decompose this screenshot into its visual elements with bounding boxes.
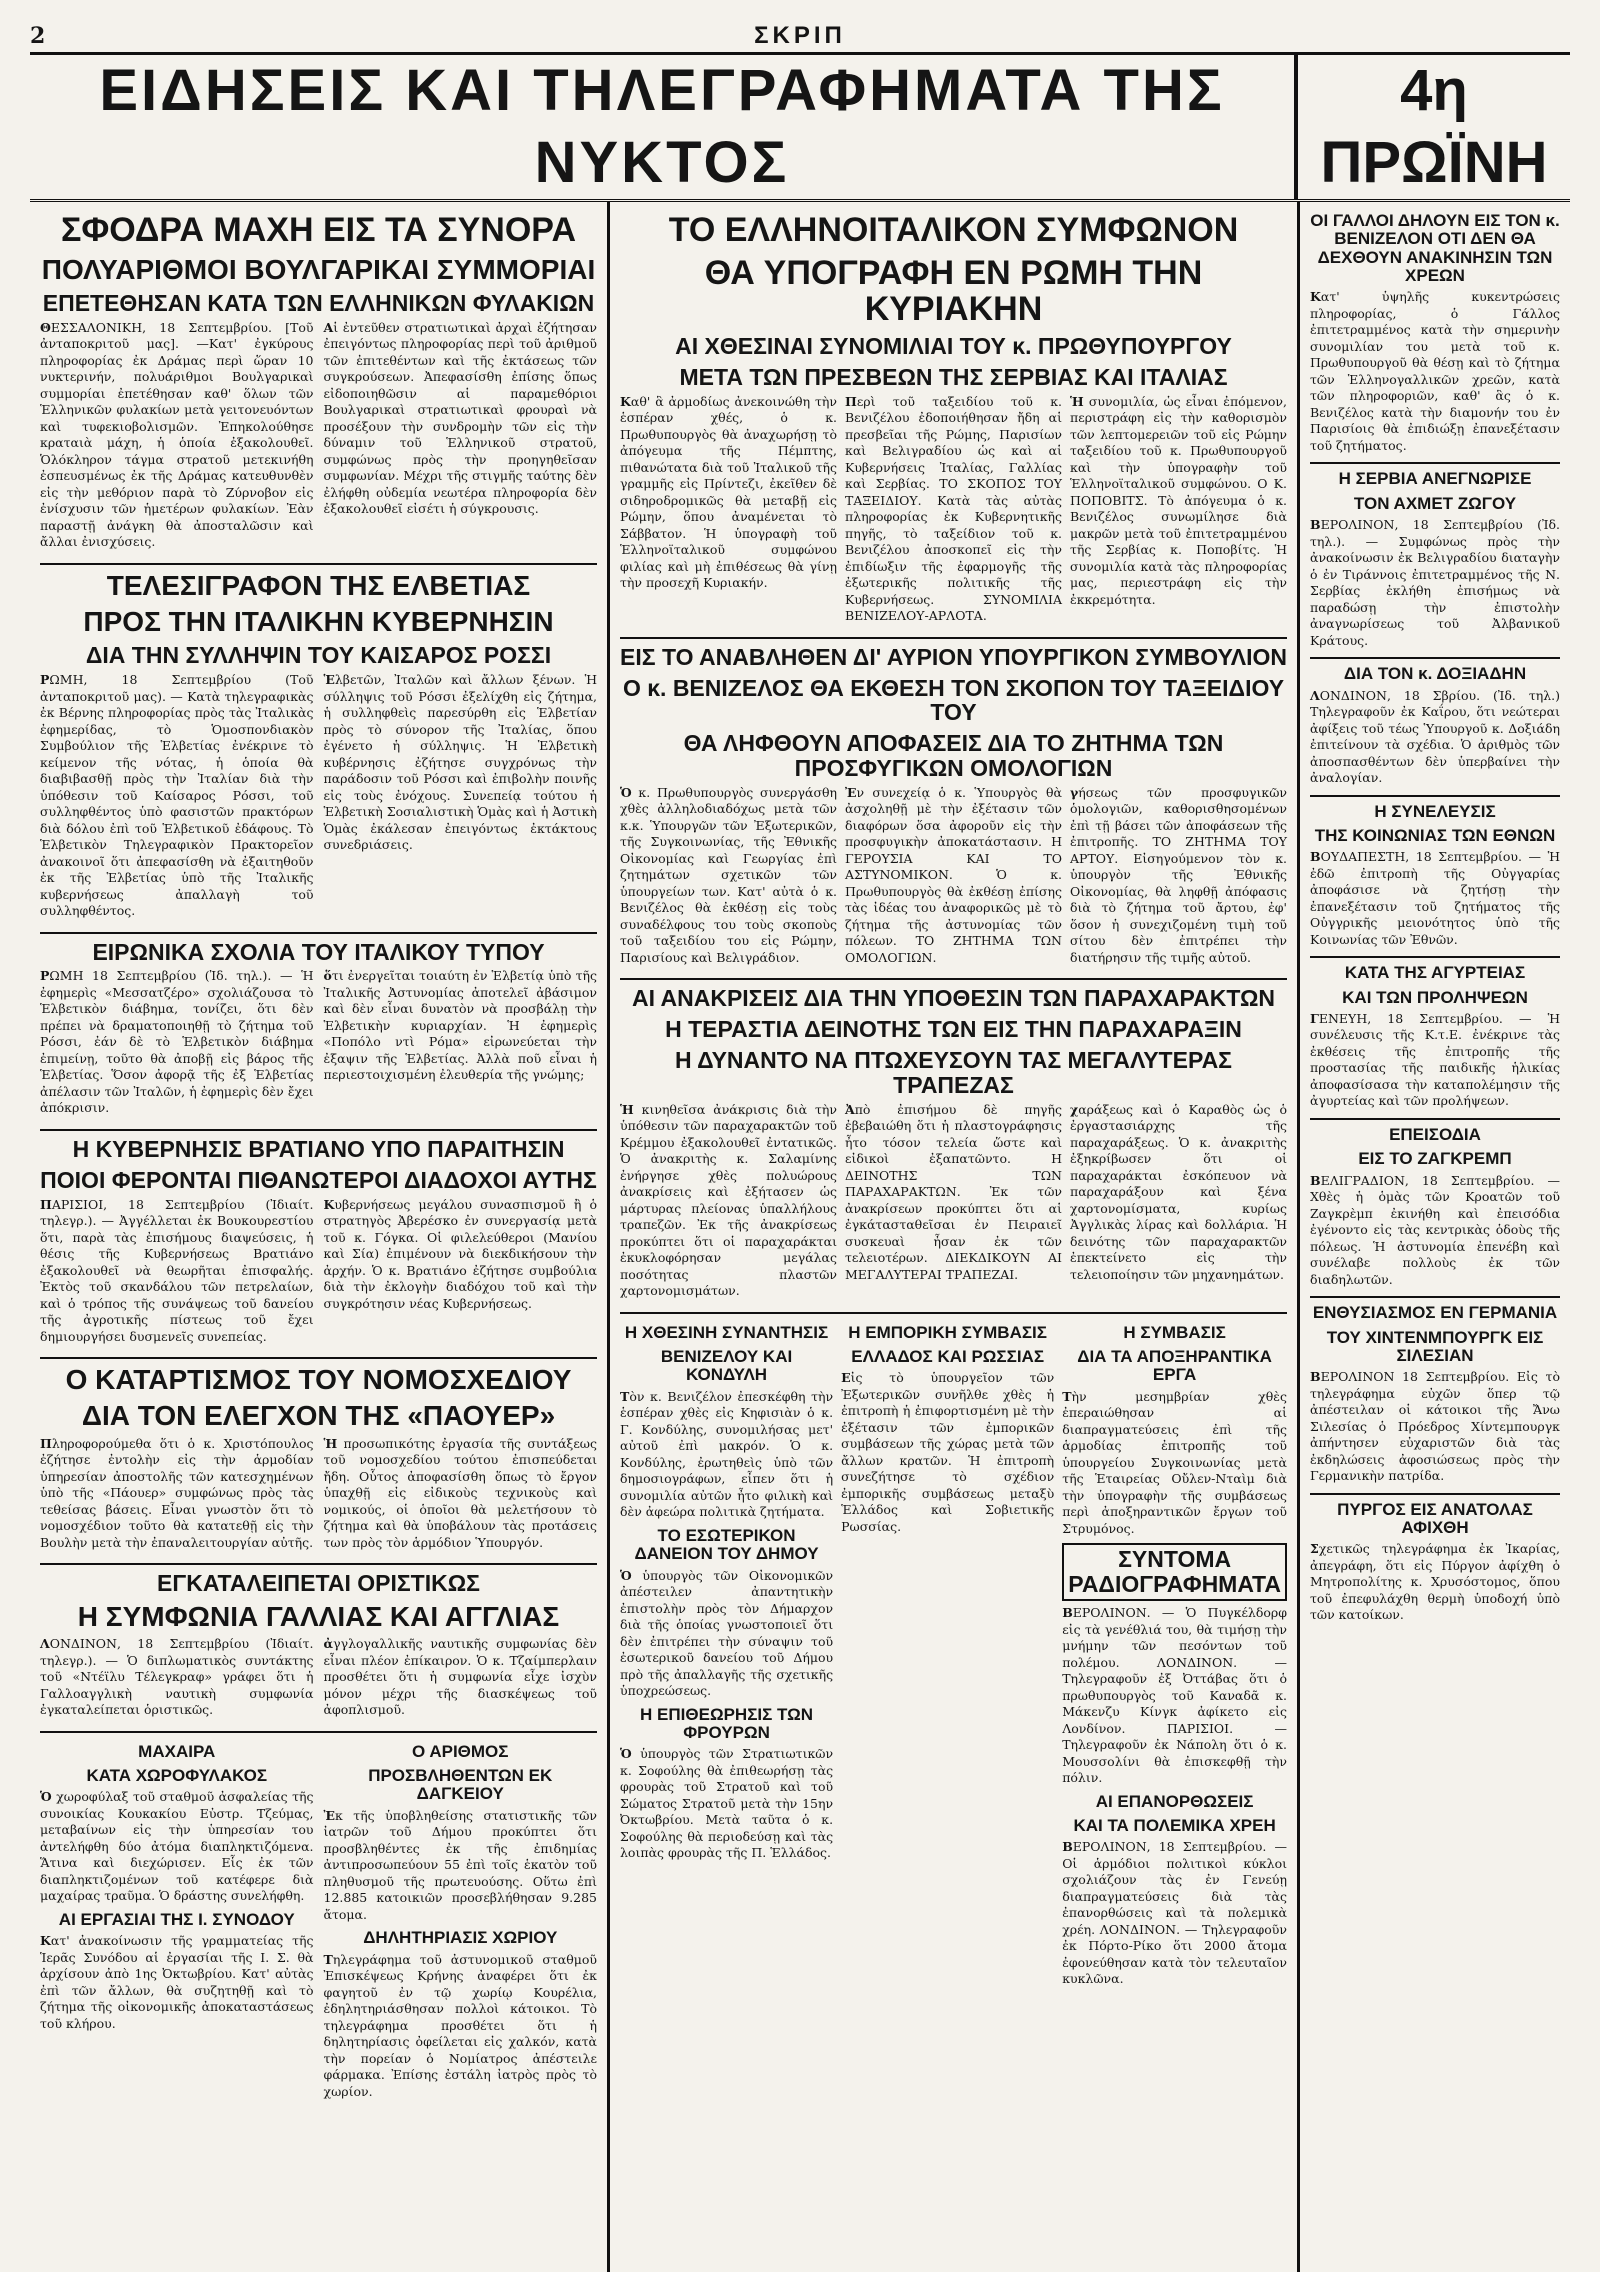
article-text: Τὸν κ. Βενιζέλον ἐπεσκέφθη τὴν ἑσπέραν χθὲς εἰς Κηφισιὰν ὁ κ. Γ. Κονδύλης, συνομιλήσας μετ' αὐτοῦ ἐπὶ μακρόν. Ὁ κ. Κονδύλης, ἐρωτηθεὶς ὑπὸ τῶν δημοσιογράφων, εἶπεν ὅτι ἡ συνομιλία αὐτῶν ἦτο φιλικὴ καὶ δὲν ἀφεώρα πολιτικὰ ζητήματα. [620,1388,834,1520]
headline: ΕΠΕΤΕΘΗΣΑΝ ΚΑΤΑ ΤΩΝ ΕΛΛΗΝΙΚΩΝ ΦΥΛΑΚΙΩΝ [42,289,595,316]
article-text: Σχετικῶς τηλεγράφημα ἐκ Ἰκαρίας, ἀπεγράφη, ὅτι εἰς Πύργον ἀφίχθη ὁ Μητροπολίτης κ. Χρυσόστομος, ὅπου τοῦ ἐπεφυλάχθη θερμὴ ὑποδοχή ὑπὸ τῶν κατοίκων. [1310,1541,1560,1623]
article-text: Ὁ ὑπουργὸς τῶν Οἰκονομικῶν ἀπέστειλεν ἀπαντητικὴν ἐπιστολὴν πρὸς τὸν Δήμαρχον διὰ τῆς ὁποίας γνωστοποιεῖ ὅτι δὲν ἐπιτρέπει τὴν σύναψιν τοῦ ἐσωτερικοῦ δανείου τοῦ Δήμου πρὸ τῆς ἀπαλλαγῆς τῆς σχετικῆς ὑποχρεώσεως. [620,1567,834,1699]
headline: ΕΓΚΑΤΑΛΕΙΠΕΤΑΙ ΟΡΙΣΤΙΚΩΣ [157,1570,480,1597]
headline: ΣΦΟΔΡΑ ΜΑΧΗ ΕΙΣ ΤΑ ΣΥΝΟΡΑ [61,211,576,249]
article-text: ΠΑΡΙΣΙΟΙ, 18 Σεπτεμβρίου (Ἰδιαίτ. τηλεγρ.). — Ἀγγέλλεται ἐκ Βουκουρεστίου ὅτι, παρὰ τὰς ἐπισήμους διαψεύσεις, ἡ θέσις τῆς Κυβερνήσεως Βρατιάνο ἐξακολουθεῖ νὰ θεωρῆται ἐπισφαλής. Ἐκτὸς τοῦ σκανδάλου τῶν πετρελαίων, καὶ ὁ τρόπος τῆς συνάψεως τοῦ δανείου τῆς ἀγροτικῆς πίστεως τοῦ ἔχει δημιουργήσει δυσμενεῖς συνεπείας. [40,1196,314,1344]
edition-label: 4η ΠΡΩΪΝΗ [1320,58,1548,195]
headline: ΟΙ ΓΑΛΛΟΙ ΔΗΛΟΥΝ ΕΙΣ ΤΟΝ κ. ΒΕΝΙΖΕΛΟΝ ΟΤΙ ΔΕΝ ΘΑ ΔΕΧΘΟΥΝ ΑΝΑΚΙΝΗΣΙΝ ΤΩΝ ΧΡΕΩΝ [1310,211,1560,286]
headline: ΚΑΤΑ ΤΗΣ ΑΓΥΡΤΕΙΑΣ [1344,963,1526,983]
article-text: Αἱ ἐντεῦθεν στρατιωτικαὶ ἀρχαὶ ἐζήτησαν ἐπειγόντως πληροφορίας περὶ τοῦ ἀριθμοῦ τῶν ἐπιτεθέντων καὶ τῆς ἐκτάσεως τῶν συγκρούσεων. Ἀπεφασίσθη ἐπίσης ὅπως εἰδοποιηθῶσιν αἱ παραμεθόριοι Βουλγαρικαὶ στρατιωτικαὶ φρουραὶ νὰ προσέξουν τὴν συνδρομὴν τῶν εἰς τὴν δύναμιν τοῦ Ἑλληνικοῦ στρατοῦ, συμφώνως πρὸς τὴν προηγηθεῖσαν συμφωνίαν. Μέχρι τῆς στιγμῆς ταύτης δὲν ἐλήφθη οὐδεμία νεωτέρα πληροφορία δὲν ἐξακολουθεῖ εἰσέτι ἡ σύγκρουσις. [323,319,597,517]
headline: ΤΟ ΕΣΩΤΕΡΙΚΟΝ ΔΑΝΕΙΟΝ ΤΟΥ ΔΗΜΟΥ [634,1525,819,1564]
article-text: ΛΟΝΔΙΝΟΝ, 18 Σεπτεμβρίου (Ἰδιαίτ. τηλεγρ.). — Ὁ διπλωματικὸς συντάκτης τοῦ «Ντέϊλυ Τέλεγκραφ» γράφει ὅτι ἡ Γαλλοαγγλικὴ ναυτικὴ συμφωνία ἐγκαταλείπεται ὁριστικῶς. [40,1636,314,1718]
headline: Η ΣΥΝΕΛΕΥΣΙΣ [1374,801,1496,821]
headline: ΔΙΑ ΤΗΝ ΣΥΛΛΗΨΙΝ ΤΟΥ ΚΑΙΣΑΡΟΣ ΡΟΣΣΙ [85,642,552,669]
article-text: ΒΕΛΙΓΡΑΔΙΟΝ, 18 Σεπτεμβρίου. — Χθὲς ἡ ὁμὰς τῶν Κροατῶν τοῦ Ζαγκρὲμπ ἐκινήθη καὶ ἐπεισόδια ἐγένοντο εἰς τὰς κεντρικὰς ὁδοὺς τῆς πόλεως. Ἡ ἀστυνομία ἐπενέβη καὶ συνέλαβε πολλοὺς ἐκ τῶν διαδηλωτῶν. [1310,1172,1560,1287]
page-header [30,20,1570,55]
article-text: ἀγγλογαλλικῆς ναυτικῆς συμφωνίας δὲν εἶναι πλέον ἐπίκαιρον. Ὁ κ. Τζαίμπερλαιν προσθέτει ὅτι ἡ συμφωνία εἶχε ἰσχὺν μόνον μέχρι τῆς διασκέψεως τοῦ ἀφοπλισμοῦ. [323,1636,597,1718]
headline: Ο ΚΑΤΑΡΤΙΣΜΟΣ ΤΟΥ ΝΟΜΟΣΧΕΔΙΟΥ [65,1364,572,1396]
article-text: Κατ' ὑψηλῆς κυκεντρώσεις πληροφορίας, ὁ Γάλλος ἐπιτετραμμένος κατὰ τὴν σημερινὴν συνομιλίαν του μετὰ τοῦ κ. Πρωθυπουργοῦ θὰ θέσῃ καὶ τὸ ζήτημα τῶν Ἑλληνογαλλικῶν χρεῶν, κατὰ τῶν πληροφοριῶν, καθ' ἃς ὁ κ. Βενιζέλος κατὰ τὴν διαμονήν του ἐν Παρισίοις θὰ ἐπιδιώξῃ ἐπανεξέτασιν τοῦ ζητήματος. [1310,289,1560,453]
article-text: ΒΕΡΟΛΙΝΟΝ, 18 Σεπτεμβρίου. — Οἱ ἁρμόδιοι πολιτικοὶ κύκλοι σχολιάζουν τὰς ἐν Γενεύῃ διαπραγματεύσεις διὰ τὰς ἐπανορθώσεις καὶ τὰ πολεμικὰ χρέη. ΛΟΝΔΙΝΟΝ. — Τηλεγραφοῦν ἐκ Πόρτο-Ρίκο ὅτι 2000 ἄτομα ἐφονεύθησαν κατὰ τὸν τελευταῖον κυκλῶνα. [1062,1839,1287,1987]
headline: ΚΑΙ ΤΑ ΠΟΛΕΜΙΚΑ ΧΡΕΗ [1073,1815,1276,1835]
article-text: Ἀπὸ ἐπισήμου δὲ πηγῆς ἐβεβαιώθη ὅτι ἡ πλαστογράφησις ἦτο τόσον τελεία ὥστε καὶ εἰδικοὶ ἐξαπατῶντο. Η ΔΕΙΝΟΤΗΣ ΤΩΝ ΠΑΡΑΧΑΡΑΚΤΩΝ. Ἐκ τῶν ἀνακρίσεων προκύπτει ὅτι αἱ ἐγκάτασταθεῖσαι ἐν Πειραιεῖ συσκευαὶ ἦσαν ἐκ τῶν τελειοτέρων. ΔΙΕΚΔΙΚΟΥΝ ΑΙ ΜΕΓΑΛΥΤΕΡΑΙ ΤΡΑΠΕΖΑΙ. [845,1101,1062,1282]
headline: ΔΙΑ ΤΟΝ ΕΛΕΓΧΟΝ ΤΗΣ «ΠΑΟΥΕΡ» [81,1400,556,1432]
article-text: ὅτι ἐνεργεῖται τοιαύτη ἐν Ἑλβετίᾳ ὑπὸ τῆς Ἰταλικῆς Ἀστυνομίας ἀποτελεῖ ἀβάσιμον καὶ δὲν εἶναι δυνατὸν νὰ προσβάλῃ τὴν Ἑλβετικὴν κυριαρχίαν. Ἡ ἐφημερὶς «Ποπόλο ντὶ Ρόμα» εἰρωνεύεται τὴν ἐξαψιν τῆς Ἑλβετίας. Ἀλλὰ ποῦ εἶναι ἡ περιεστοιχισμένη ἐλευθερία τῆς γνώμης; [323,968,597,1083]
headline: ΚΑΙ ΤΩΝ ΠΡΟΛΗΨΕΩΝ [1342,987,1528,1007]
article-text: ΓΕΝΕΥΗ, 18 Σεπτεμβρίου. — Ἡ συνέλευσις τῆς Κ.τ.Ε. ἐνέκρινε τὰς ἐκθέσεις τῆς ἐπιτροπῆς τῆς προστασίας τῆς παιδικῆς ἡλικίας ἀποφασίσασα τὴν καταπολέμησιν τῆς ἀγυρτείας καὶ τῶν προλήψεων. [1310,1010,1560,1109]
page-number: 2 [30,23,46,49]
headline: ΠΟΙΟΙ ΦΕΡΟΝΤΑΙ ΠΙΘΑΝΩΤΕΡΟΙ ΔΙΑΔΟΧΟΙ ΑΥΤΗΣ [40,1166,597,1193]
article-text: Ἑλβετῶν, Ἰταλῶν καὶ ἄλλων ξένων. Ἡ σύλληψις τοῦ Ρόσσι ἐξελίχθη εἰς ζήτημα, ἡ συλληφθεὶς παρεσύρθη εἰς Ἑλβετίαν πρὸς τὸ σύνορον τῆς Ἰταλίας, ὅπου ἐγένετο ἡ σύλληψις. Ἡ Ἑλβετικὴ κυβέρνησις ἐζήτησε συγχρόνως τὴν παράδοσιν τοῦ Ρόσσι καὶ ἐπιβολὴν ποινῆς εἰς τοὺς ἐνόχους. Συνεπείᾳ τούτου ἡ Ἑλβετικὴ Σοσιαλιστικὴ Ὁμὰς καὶ ἡ Ἀστικὴ Ὁμὰς ἐκάλεσαν ἐπειγόντως ἐκτάκτους συνεδριάσεις. [323,672,597,853]
headline: Η ΣΥΜΒΑΣΙΣ [1123,1322,1226,1342]
article-text: ΒΕΡΟΛΙΝΟΝ, 18 Σεπτεμβρίου (Ἰδ. τηλ.). — Συμφώνως πρὸς τὴν ἀνακοίνωσιν ἐκ Βελιγραδίου διαταγὴν ὁ ἐν Τιράννοις ἐπιτετραμμένος τῆς Ν. Σερβίας ἐκλήθη ἐπισήμως νὰ παραδώσῃ τὴν ἐπιστολὴν ἀναγνωρίσεως τοῦ Ἀλβανικοῦ Κράτους. [1310,517,1560,648]
headline: ΠΡΟΣΒΛΗΘΕΝΤΩΝ ΕΚ ΔΑΓΚΕΙΟΥ [368,1765,553,1804]
article-text: ΡΩΜΗ 18 Σεπτεμβρίου (Ἰδ. τηλ.). — Ἡ ἐφημερὶς «Μεσσατζέρο» σχολιάζουσα τὸ Ἑλβετικὸν διάβημα, τονίζει, ὅτι δὲν πρέπει νὰ δραματοποιηθῇ τὸ ζήτημα τοῦ Ρόσσι, ἐάν δὲ τὸ Ἑλβετικὸν διάβημα ἐπιμείνῃ, τοῦτο θὰ ἀποβῇ εἰς βάρος τῆς Ἑλβετίας. Ὅσον ἀφορᾷ τῆς ἐξ Ἑλβετίας ἀπέλασιν τῶν Ἰταλῶν, ἡ ἐφημερὶς δὲν ἔχει ἀπόκρισιν. [40,968,314,1116]
article-text: Καθ' ἃ ἀρμοδίως ἀνεκοινώθη τὴν ἑσπέραν χθές, ὁ κ. Πρωθυπουργὸς θὰ ἀναχωρήσῃ τὸ ἀπόγευμα τῆς Πέμπτης, πιθανώτατα διὰ τοῦ Ἰταλικοῦ τῆς γραμμῆς εἰς Πρίντεζι, ἐκεῖθεν δὲ σιδηροδρομικῶς θὰ μεταβῇ εἰς Ρώμην, ὅπου ἀναμένεται τὸ Σάββατον. Ἡ ὑπογραφὴ τοῦ Ἑλληνοϊταλικοῦ συμφώνου φιλίας καὶ μὴ ἐπιθέσεως θὰ γίνῃ τὴν προσεχῆ Κυριακήν. [620,393,837,591]
headline: Ο κ. ΒΕΝΙΖΕΛΟΣ ΘΑ ΕΚΘΕΣΗ ΤΟΝ ΣΚΟΠΟΝ ΤΟΥ ΤΑΞΕΙΔΙΟΥ ΤΟΥ [622,674,1285,726]
article-text: ΒΕΡΟΛΙΝΟΝ. — Ὁ Πυγκέλδορφ εἰς τὰ γενέθλιά του, θὰ τιμήσῃ τὴν μνήμην τῶν πεσόντων τοῦ πολέμου. ΛΟΝΔΙΝΟΝ. — Τηλεγραφοῦν ἐξ Ὀττάβας ὅτι ὁ πρωθυπουργὸς τοῦ Καναδᾶ κ. Μάκενζυ Κίνγκ ἀφίκετο εἰς Λονδίνον. ΠΑΡΙΣΙΟΙ. — Τηλεγραφοῦν ἐκ Νάπολη ὅτι ὁ κ. Μουσσολίνι θὰ ἐπισκεφθῇ τὴν πόλιν. [1062,1605,1287,1785]
headline: ΕΙΣ ΤΟ ΖΑΓΚΡΕΜΠ [1358,1149,1512,1169]
article-text: Περὶ τοῦ ταξειδίου τοῦ κ. Βενιζέλου ἐδοποιήθησαν ἤδη αἱ πρεσβεῖαι τῆς Ρώμης, Παρισίων καὶ Βελιγραδίου ὡς καὶ αἱ Κυβερνήσεις Ἰταλίας, Γαλλίας καὶ Σερβίας. ΤΟ ΣΚΟΠΟΣ ΤΟΥ ΤΑΞΕΙΔΙΟΥ. Κατὰ τὰς αὐτὰς πληροφορίας ἐκ Κυβερνητικῆς πηγῆς, τὸ ταξείδιον τοῦ κ. Βενιζέλου ἀποσκοπεῖ εἰς τὴν ἐπιδίωξιν τῆς ἐφαρμογῆς τῆς ἐξωτερικῆς πολιτικῆς τῆς Κυβερνήσεως. ΣΥΝΟΜΙΛΙΑ ΒΕΝΙΖΕΛΟΥ-ΑΡΛΟΤΑ. [845,393,1062,624]
headline: ΑΙ ΕΠΑΝΟΡΘΩΣΕΙΣ [1095,1791,1254,1811]
headline: ΤΗΣ ΚΟΙΝΩΝΙΑΣ ΤΩΝ ΕΘΝΩΝ [1314,825,1556,845]
article-text: ΒΟΥΔΑΠΕΣΤΗ, 18 Σεπτεμβρίου. — Ἡ ἐδῶ ἐπιτροπὴ τῆς Οὐγγαρίας ἀποφάσισε νὰ ζητήσῃ τὴν ἐπανεξέτασιν τοῦ ζητήματος τῆς Οὐγγρικῆς μειονότητος ὑπὸ τῆς Κοινωνίας τῶν Ἐθνῶν. [1310,849,1560,947]
headline: Η ΕΜΠΟΡΙΚΗ ΣΥΜΒΑΣΙΣ [848,1322,1047,1342]
headline: ΕΙΡΩΝΙΚΑ ΣΧΟΛΙΑ ΤΟΥ ΙΤΑΛΙΚΟΥ ΤΥΠΟΥ [92,938,545,965]
article-text: Ὁ χωροφύλαξ τοῦ σταθμοῦ ἀσφαλείας τῆς συνοικίας Κουκακίου Εὐστρ. Τζεύμας, μεταβαίνων εἰς τὴν ὑπηρεσίαν του ἀντελήφθη δύο ἀτόμα διαπληκτιζόμενα. Ἅτινα καὶ διεχώρισεν. Εἷς ἐκ τῶν διαπληκτιζομένων τοῦ κατέφερε διὰ μαχαίρας τραῦμα. Ὁ δράστης συνελήφθη. [40,1789,314,1904]
headline: ΕΛΛΑΔΟΣ ΚΑΙ ΡΩΣΣΙΑΣ [851,1347,1045,1367]
headline: ΤΕΛΕΣΙΓΡΑΦΟΝ ΤΗΣ ΕΛΒΕΤΙΑΣ [106,569,531,601]
headline: ΠΟΛΥΑΡΙΘΜΟΙ ΒΟΥΛΓΑΡΙΚΑΙ ΣΥΜΜΟΡΙΑΙ [41,253,596,285]
article-text: ΒΕΡΟΛΙΝΟΝ 18 Σεπτεμβρίου. Εἰς τὸ τηλεγράφημα εὐχῶν ὅπερ τῷ ἀπέστειλαν οἱ κάτοικοι τῆς Ἄνω Σιλεσίας ὁ Πρόεδρος Χίντεμπουργκ ἀπήντησεν εὐχαριστῶν διὰ τὰς ἐκδηλώσεις ἀφοσιώσεως πρὸς τὴν Γερμανικὴν πατρίδα. [1310,1369,1560,1484]
section-banner: ΕΙΔΗΣΕΙΣ ΚΑΙ ΤΗΛΕΓΡΑΦΗΜΑΤΑ ΤΗΣ ΝΥΚΤΟΣ [30,55,1298,199]
headline: ΒΕΝΙΖΕΛΟΥ ΚΑΙ ΚΟΝΔΥΛΗ [660,1347,793,1385]
article-text: Ἡ κινηθεῖσα ἀνάκρισις διὰ τὴν ὑπόθεσιν τῶν παραχαρακτῶν τοῦ Κρέμμου ἐξακολουθεῖ ἐντατικῶς. Ὁ ἀνακριτὴς κ. Σαλαμίνης ἐνήργησε χθὲς πολυώρους ἀνακρίσεις καὶ ἐξήτασεν ὡς μάρτυρας πλείονας ὑπαλλήλους τραπεζῶν. Ἐκ τῆς ἀνακρίσεως προκύπτει ὅτι οἱ παραχαράκται ἐκυκλοφόρησαν μεγάλας ποσότητας πλαστῶν χαρτονομισμάτων. [620,1101,837,1299]
article-text: ΡΩΜΗ, 18 Σεπτεμβρίου (Τοῦ ἀνταποκριτοῦ μας). — Κατὰ τηλεγραφικὰς ἐκ Βέρνης πληροφορίας πρὸς τὰς Ἰταλικὰς ἐφημερίδας, τὸ Ὁμοσπονδιακὸν Συμβούλιον τῆς Ἑλβετίας ἐνέκρινε τὸ κείμενον τῆς νότας, ἡ ὁποία θὰ διαβιβασθῇ πρὸς τὴν Ἰταλίαν διὰ τὴν ὑπόθεσιν τοῦ Καίσαρος Ρόσσι, τοῦ συλληφθέντος ὑπὸ φασιστῶν πρακτόρων διὰ δόλου ἐπὶ τοῦ Ἑλβετικοῦ ἐδάφους. Τὸ Ἑλβετικὸν Τηλεγραφικὸν Πρακτορεῖον ἀνακοινοῖ ὅτι ἀπεφασίσθη νὰ ἐξαιτηθοῦν ἐκ τῆς Ἑλβετίας ὑπὸ τῆς Ἰταλικῆς κυβερνήσεως ἀπαλλαγὴ τοῦ συλληφθέντος. [40,672,314,919]
article-text: Εἰς τὸ ὑπουργεῖον τῶν Ἐξωτερικῶν συνῆλθε χθὲς ἡ ἐπιτροπὴ ἡ ἐπιφορτισμένη μὲ τὴν ἐξέτασιν τῶν ἐμπορικῶν συμβάσεων τῆς χώρας μετὰ τῶν ἄλλων κρατῶν. Ἡ ἐπιτροπὴ συνεζήτησε τὸ σχέδιον ἐμπορικῆς συμβάσεως μεταξὺ Ἑλλάδος καὶ Σοβιετικῆς Ρωσσίας. [841,1370,1055,1534]
headline: ΔΙΑ ΤΟΝ κ. ΔΟΞΙΑΔΗΝ [1343,664,1527,684]
masthead-title: ΣΚΡΙΠ [754,22,846,49]
article-text: Κυβερνήσεως μεγάλου συνασπισμοῦ ἢ ὁ στρατηγὸς Ἀβερέσκο ἐν συνεργασίᾳ μετὰ τοῦ κ. Γόγκα. Οἱ φιλελεύθεροι (Μανίου καὶ Σία) ἐπιμένουν νὰ διεκδικήσουν τὴν ἀρχήν. Ὁ κ. Βρατιάνο ἐζήτησε συμβούλια διὰ τὴν ἐκλογὴν διαδόχου τοῦ καὶ τὴν συγκρότησιν νέας Κυβερνήσεως. [323,1196,597,1311]
headline: Η ΔΥΝΑΝΤΟ ΝΑ ΠΤΩΧΕΥΣΟΥΝ ΤΑΣ ΜΕΓΑΛΥΤΕΡΑΣ ΤΡΑΠΕΖΑΣ [675,1047,1232,1098]
article-text: ΛΟΝΔΙΝΟΝ, 18 Σβρίου. (Ἰδ. τηλ.) Τηλεγραφοῦν ἐκ Καΐρου, ὅτι νεώτεραι ἀφίξεις τοῦ τέως Ὑπουργοῦ κ. Δοξιάδη ἐπιτείνουν τὰ σχέδια. Ὁ ἀριθμὸς τῶν ἀποσπασθέντων δὲν ὑπερβαίνει τὴν ἀναλογίαν. [1310,687,1560,786]
headline: ΕΝΘΥΣΙΑΣΜΟΣ ΕΝ ΓΕΡΜΑΝΙΑ [1312,1303,1558,1323]
article-text: Κατ' ἀνακοίνωσιν τῆς γραμματείας τῆς Ἱερᾶς Συνόδου αἱ ἐργασίαι τῆς Ι. Σ. θὰ ἀρχίσουν ἀπὸ 1ης Ὀκτωβρίου. Κατ' αὐτὰς ἐπὶ τῶν ἄλλων, θὰ συζητηθῇ καὶ τὸ ζήτημα τῆς οἰκονομικῆς ἀποκαταστάσεως τοῦ κλήρου. [40,1933,314,2031]
headline: ΘΑ ΥΠΟΓΡΑΦΗ ΕΝ ΡΩΜΗ ΤΗΝ ΚΥΡΙΑΚΗΝ [704,253,1203,329]
headline: ΑΙ ΑΝΑΚΡΙΣΕΙΣ ΔΙΑ ΤΗΝ ΥΠΟΘΕΣΙΝ ΤΩΝ ΠΑΡΑΧΑΡΑΚΤΩΝ [631,985,1276,1012]
article-text: Πληροφορούμεθα ὅτι ὁ κ. Χριστόπουλος ἐζήτησε ἐντολὴν εἰς τὴν ἁρμοδίαν ὑπηρεσίαν ἀποστολῆς τῶν κατεσχημένων ὑπὸ τῆς «Πάουερ» συμφώνως πρὸς τὰς τεθείσας βάσεις. Εἶναι γνωστὸν ὅτι τὸ νομοσχέδιον τοῦτο θὰ κατατεθῇ εἰς τὴν Βουλὴν μετὰ τὴν ἐπαναλειτουργίαν αὐτῆς. [40,1435,314,1550]
article-text: Τὴν μεσημβρίαν χθὲς ἐπεραιώθησαν αἱ διαπραγματεύσεις ἐπὶ τῆς ἁρμοδίας ἐπιτροπῆς τοῦ ὑπουργείου Συγκοινωνίας μετὰ τῆς Ἑταιρείας Οὔλεν-Νταὶμ διὰ τὴν ὑπογραφὴν τῆς συμβάσεως περὶ ἀποξηραντικῶν ἔργων τοῦ Στρυμόνος. [1062,1388,1287,1536]
article-text: Ἐν συνεχείᾳ ὁ κ. Ὑπουργὸς θὰ ἀσχοληθῇ μὲ τὴν ἐξέτασιν τῶν διαφόρων ὅσα ἀφοροῦν εἰς τὴν προσφυγικὴν ἀποκατάστασιν. Η ΓΕΡΟΥΣΙΑ ΚΑΙ ΤΟ ΑΣΤΥΝΟΜΙΚΟΝ. Ὁ κ. Πρωθυπουργὸς θὰ ἐκθέσῃ ἐπίσης τὰς ἰδέας του ἀναφορικῶς μὲ τὸ ζήτημα τῆς ἀστυνομίας τῶν πόλεων. ΤΟ ΖΗΤΗΜΑ ΤΩΝ ΟΜΟΛΟΓΙΩΝ. [845,784,1062,965]
headline: ΤΟΝ ΑΧΜΕΤ ΖΩΓΟΥ [1353,493,1517,513]
headline: ΕΠΕΙΣΟΔΙΑ [1389,1124,1481,1144]
headline: ΑΙ ΧΘΕΣΙΝΑΙ ΣΥΝΟΜΙΛΙΑΙ ΤΟΥ κ. ΠΡΩΘΥΠΟΥΡΓΟΥ [675,333,1232,360]
column-right [1300,202,1570,2272]
headline: ΣΥΝΤΟΜΑ ΡΑΔΙΟΓΡΑΦΗΜΑΤΑ [1062,1543,1287,1601]
article-text: ΘΕΣΣΑΛΟΝΙΚΗ, 18 Σεπτεμβρίου. [Τοῦ ἀνταποκριτοῦ μας]. —Κατ' ἐγκύρους πληροφορίας ἐκ Δράμας περὶ ὥραν 10 νυκτερινήν, πολυάριθμοι Βουλγαρικαὶ συμμορίαι ἐπετέθησαν καθ' ὅλων τῶν Ἑλληνικῶν φυλακίων μετὰ γειτονευόντων καὶ τυφεκιοβολισμῶν. Ἐπηκολούθησε κραταιὰ μάχη, ἡ ὁποία ἐξακολουθεῖ. Ὁλόκληρον τάγμα στρατοῦ μετεκινήθη ἐσπευσμένως ἐκ τῆς Δράμας κατευθυνθὲν εἰς τὴν μεθόριον παρὰ τὸ Ζύρνοβον εἰς ἐνίσχυσιν τῶν ἡμετέρων φυλακίων. Ἐὰν παραστῇ ἀνάγκη θὰ ἀποσταλῶσιν καὶ ἄλλαι ἐνισχύσεις. [40,319,314,550]
headline: Η ΣΕΡΒΙΑ ΑΝΕΓΝΩΡΙΣΕ [1338,469,1532,489]
column-center [610,202,1300,2272]
article-text: γήσεως τῶν προσφυγικῶν ὁμολογιῶν, καθορισθησομένων ἐπὶ τῇ βάσει τῶν ἀποφάσεων τῆς ἐπιτροπῆς. ΤΟ ΖΗΤΗΜΑ ΤΟΥ ΑΡΤΟΥ. Εἰσηγούμενον τὸν κ. ὑπουργὸν τῆς Ἐθνικῆς Οἰκονομίας, θὰ ληφθῇ ἀπόφασις διὰ τὸ ζήτημα τοῦ ἄρτου, ἐφ' ὅσον ἡ συνεχιζομένη τιμὴ τοῦ σίτου δὲν ἐπιτρέπει τὴν διατήρησιν τῆς τιμῆς αὐτοῦ. [1070,784,1287,965]
headline: ΔΗΛΗΤΗΡΙΑΣΙΣ ΧΩΡΙΟΥ [363,1928,558,1948]
headline: Ο ΑΡΙΘΜΟΣ [412,1741,509,1761]
article-text: Ὁ ὑπουργὸς τῶν Στρατιωτικῶν κ. Σοφούλης θὰ ἐπιθεωρήσῃ τὰς φρουρὰς τοῦ Στρατοῦ καὶ τοῦ Σώματος Στρατοῦ μετὰ τὴν 15ην Ὀκτωβρίου. Μετὰ ταῦτα ὁ κ. Σοφούλης θὰ περιοδεύσῃ καὶ τὰς λοιπὰς φρουρὰς τῆς Π. Ἑλλάδος. [620,1746,834,1861]
article-text: Ὁ κ. Πρωθυπουργὸς συνεργάσθη χθὲς ἀλληλοδιαδόχως μετὰ τῶν κ.κ. Ὑπουργῶν τῶν Ἐξωτερικῶν, τῆς Συγκοινωνίας, τῆς Ἐθνικῆς Οἰκονομίας καὶ Γεωργίας ἐπὶ ζητημάτων σχετικῶν τῶν ὑπουργείων των. Κατ' αὐτὰ ὁ κ. Βενιζέλος θὰ ἐκθέσῃ εἰς τοὺς συναδέλφους του τοὺς σκοποὺς τοῦ ταξειδίου του εἰς Ρώμην, Παρισίους καὶ Βελιγράδιον. [620,784,837,965]
headline: ΠΡΟΣ ΤΗΝ ΙΤΑΛΙΚΗΝ ΚΥΒΕΡΝΗΣΙΝ [83,606,554,638]
article-text: Ἡ προσωπικότης ἐργασία τῆς συντάξεως τοῦ νομοσχεδίου τούτου ἐπισπεύδεται ἤδη. Οὗτος ἀποφασίσθη ὅπως τὸ ἔργον ὑπαχθῇ εἰς εἰδικοὺς τεχνικοὺς καὶ νομικούς, οἱ ὁποῖοι θὰ μελετήσουν τὸ ζήτημα καὶ θὰ ὑποβάλουν τὰς προτάσεις των πρὸς τὸν ἁρμόδιον Ὑπουργόν. [323,1435,597,1550]
headline: ΜΑΧΑΙΡΑ [138,1741,216,1761]
newspaper-page [30,20,1570,2200]
headline: ΑΙ ΕΡΓΑΣΙΑΙ ΤΗΣ Ι. ΣΥΝΟΔΟΥ [58,1909,295,1929]
banner-row [30,55,1570,202]
column-left [30,202,610,2272]
headline: ΤΟ ΕΛΛΗΝΟΙΤΑΛΙΚΟΝ ΣΥΜΦΩΝΟΝ [668,211,1239,249]
headline: Η ΧΘΕΣΙΝΗ ΣΥΝΑΝΤΗΣΙΣ [624,1322,829,1342]
headline: ΠΥΡΓΟΣ ΕΙΣ ΑΝΑΤΟΛΑΣ ΑΦΙΧΘΗ [1337,1499,1533,1538]
article-text: Ἡ συνομιλία, ὡς εἶναι ἐπόμενον, περιστράφη εἰς τὴν καθορισμὸν τῶν λεπτομερειῶν τοῦ εἰς Ρώμην ταξειδίου τοῦ κ. Πρωθυπουργοῦ καὶ τὴν ὑπογραφὴν τοῦ Ἑλληνοϊταλικοῦ συμφώνου. Ο Κ. ΠΟΠΟΒΙΤΣ. Τὸ ἀπόγευμα ὁ κ. Βενιζέλος συνωμίλησε διὰ μακρῶν μετὰ τοῦ ἐπιτετραμμένου τῆς Σερβίας κ. Ποποβίτς. Ἡ συνομιλία κατὰ τὰς πληροφορίας μας, περιεστράφη εἰς τὴν ἐκκρεμότητα. [1070,393,1287,607]
headline: ΔΙΑ ΤΑ ΑΠΟΞΗΡΑΝΤΙΚΑ ΕΡΓΑ [1077,1347,1272,1385]
headline: Η ΣΥΜΦΩΝΙΑ ΓΑΛΛΙΑΣ ΚΑΙ ΑΓΓΛΙΑΣ [77,1600,560,1632]
headline: Η ΚΥΒΕΡΝΗΣΙΣ ΒΡΑΤΙΑΝΟ ΥΠΟ ΠΑΡΑΙΤΗΣΙΝ [72,1135,565,1162]
article-text: Ἐκ τῆς ὑποβληθείσης στατιστικῆς τῶν ἰατρῶν τοῦ Δήμου προκύπτει ὅτι προσβληθέντες ἐκ τῆς ἐπιδημίας ἀντιπροσωπεύουν 55 ἐπὶ τοῖς ἑκατὸν τοῦ πληθυσμοῦ τῆς πρωτευούσης. Οὕτω ἐπὶ 12.885 κατοικιῶν προσεβλήθησαν 9.285 ἄτομα. [323,1807,597,1922]
headline: ΕΙΣ ΤΟ ΑΝΑΒΛΗΘΕΝ ΔΙ' ΑΥΡΙΟΝ ΥΠΟΥΡΓΙΚΟΝ ΣΥΜΒΟΥΛΙΟΝ [620,643,1287,670]
headline: Η ΕΠΙΘΕΩΡΗΣΙΣ ΤΩΝ ΦΡΟΥΡΩΝ [640,1704,814,1742]
headline: ΤΟΥ ΧΙΝΤΕΝΜΠΟΥΡΓΚ ΕΙΣ ΣΙΛΕΣΙΑΝ [1326,1327,1544,1365]
article-text: χαράξεως καὶ ὁ Καραθὸς ὡς ὁ ἐργαστασιάρχης τῆς παραχαράξεως. Ὁ κ. ἀνακριτὴς ἐξηκρίβωσεν ὅτι οἱ παραχαράκται ἐσκόπευον νὰ παραχαράξουν καὶ ξένα χαρτονομίσματα, κυρίως Ἀγγλικὰς λίρας καὶ δολλάρια. Ἡ δεινότης τῶν παραχαρακτῶν ἐπεκτείνετο εἰς τὴν τελειοποίησιν τῶν μηχανημάτων. [1070,1101,1287,1282]
headline: ΘΑ ΛΗΦΘΟΥΝ ΑΠΟΦΑΣΕΙΣ ΔΙΑ ΤΟ ΖΗΤΗΜΑ ΤΩΝ ΠΡΟΣΦΥΓΙΚΩΝ ΟΜΟΛΟΓΙΩΝ [683,730,1224,782]
headline: ΚΑΤΑ ΧΩΡΟΦΥΛΑΚΟΣ [86,1765,268,1785]
article-text: Τηλεγράφημα τοῦ ἀστυνομικοῦ σταθμοῦ Ἐπισκέψεως Κρήνης ἀναφέρει ὅτι ἐκ φαγητοῦ ἐν τῷ χωρίῳ Κουρέλια, ἐδηλητηριάσθησαν πολλοὶ κάτοικοι. Τὸ τηλεγράφημα προσθέτει ὅτι ἡ δηλητηρίασις ὀφείλεται εἰς χαλκόν, κατὰ τὴν πορείαν ὁ Νομίατρος ἀπέστειλε φάρμακα. Ἐπίσης ἐστάλη ἰατρὸς πρὸς τὸ χωρίον. [323,1951,597,2099]
headline: ΜΕΤΑ ΤΩΝ ΠΡΕΣΒΕΩΝ ΤΗΣ ΣΕΡΒΙΑΣ ΚΑΙ ΙΤΑΛΙΑΣ [679,363,1228,390]
headline: Η ΤΕΡΑΣΤΙΑ ΔΕΙΝΟΤΗΣ ΤΩΝ ΕΙΣ ΤΗΝ ΠΑΡΑΧΑΡΑΞΙΝ [665,1016,1242,1043]
